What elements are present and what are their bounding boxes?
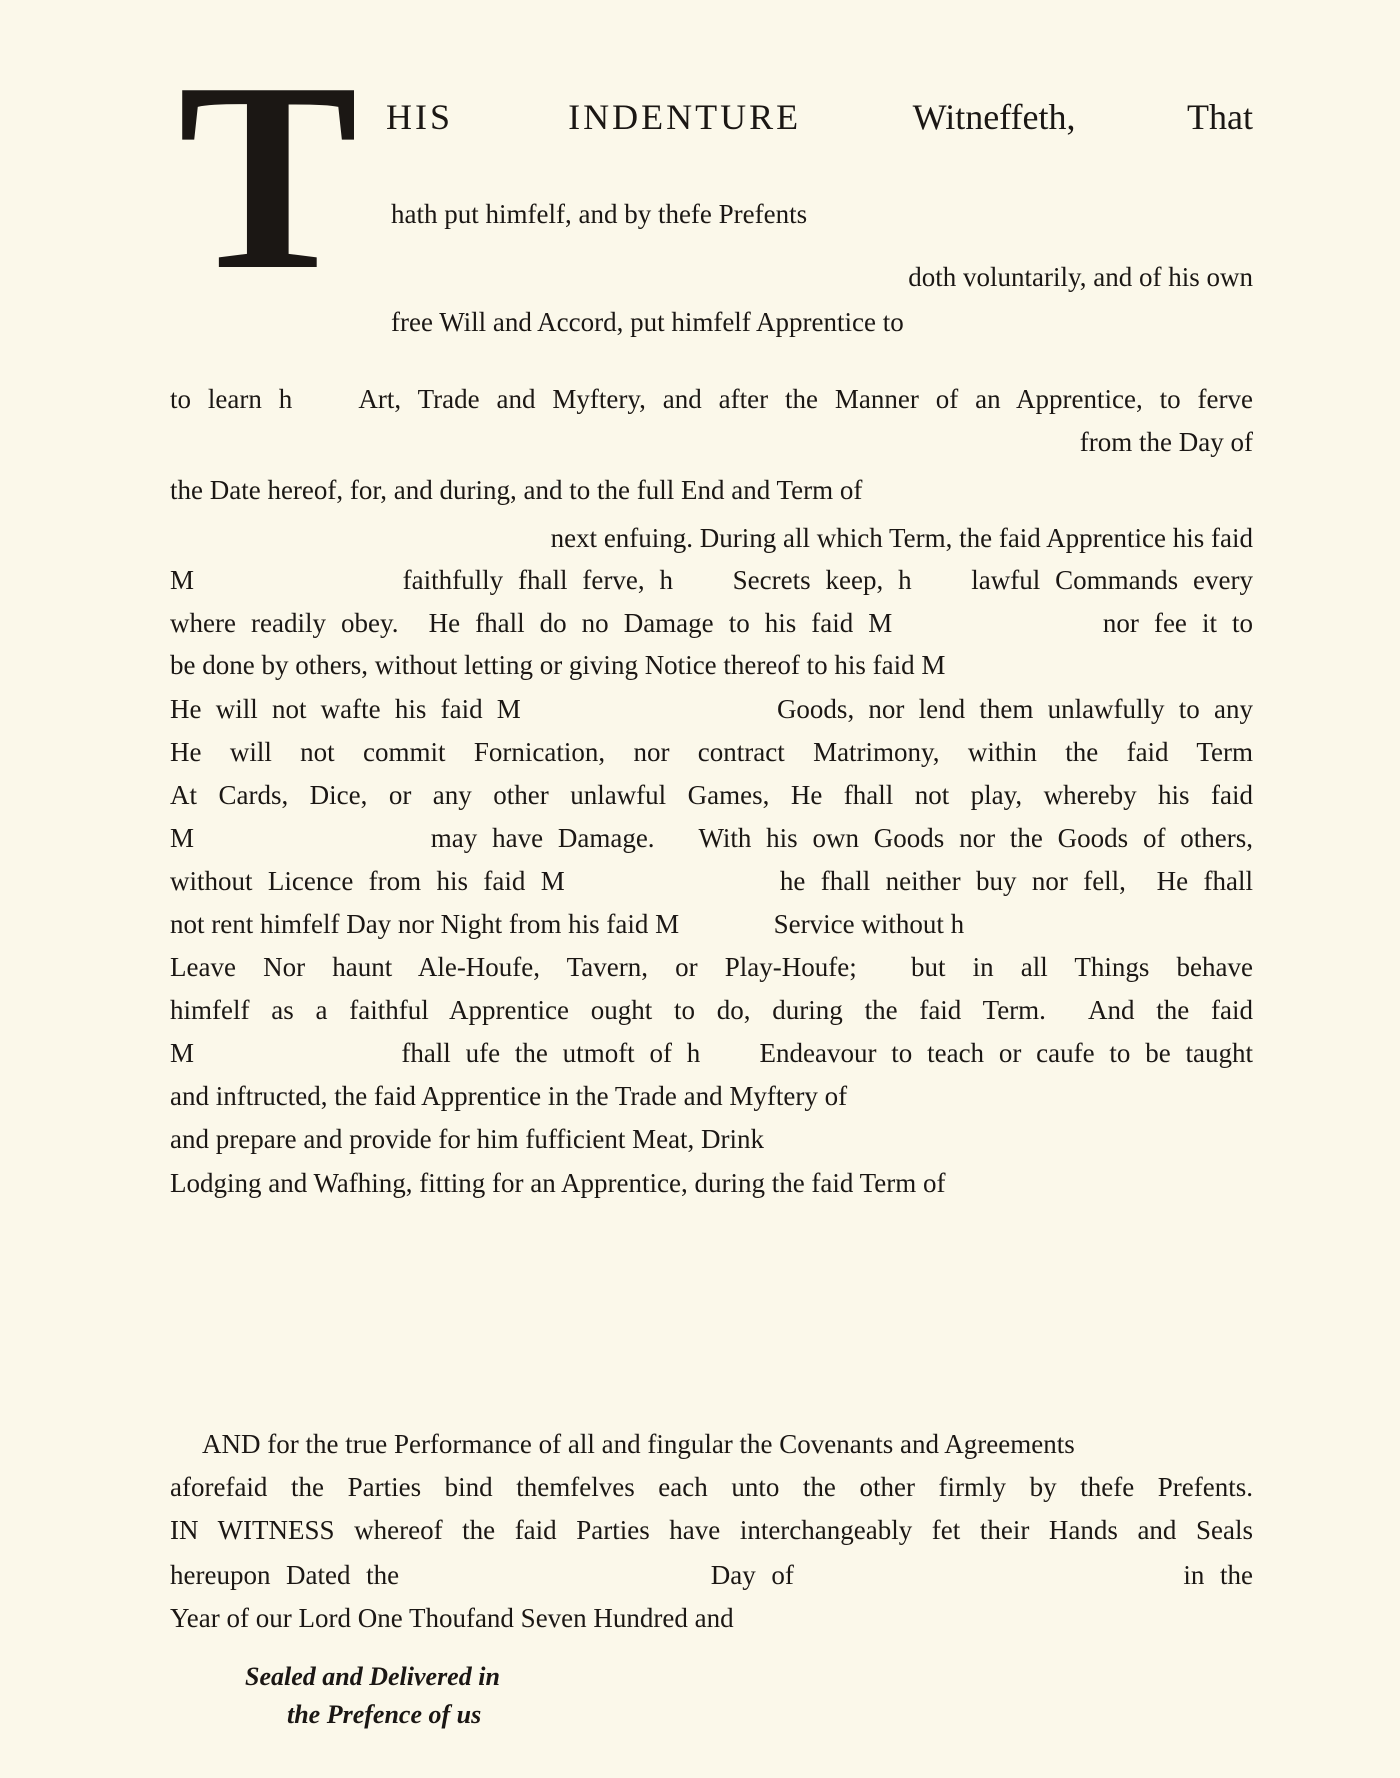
document-title <box>386 95 1253 139</box>
title-indenture: HIS INDENTURE <box>386 97 802 137</box>
text-line: free Will and Accord, put himfelf Apprentice to <box>391 307 904 337</box>
text-line: Lodging and Wafhing, fitting for an Apprentice, during the faid Term of <box>170 1168 946 1198</box>
text-line: from the Day of <box>1079 427 1253 457</box>
text-line: next enfuing. During all which Term, the faid Apprentice his faid <box>550 523 1253 553</box>
closing-line: aforefaid the Parties bind themfelves each unto the other firmly by thefe Prefents. <box>170 1472 1253 1502</box>
drop-cap-letter: T <box>178 27 355 326</box>
text-line: without Licence from his faid M he fhall neither buy nor fell, He fhall <box>170 866 1253 896</box>
text-line: to learn h Art, Trade and Myftery, and after the Manner of an Apprentice, to ferve <box>170 384 1253 414</box>
text-line: and inftructed, the faid Apprentice in the Trade and Myftery of <box>170 1081 848 1111</box>
text-line: M fhall ufe the utmoft of h Endeavour to teach or caufe to be taught <box>170 1038 1253 1068</box>
text-line: At Cards, Dice, or any other unlawful Games, He fhall not play, whereby his faid <box>170 780 1253 810</box>
title-that: That <box>1187 97 1253 137</box>
text-line: doth voluntarily, and of his own <box>908 262 1253 292</box>
sealed-line: Sealed and Delivered in <box>245 1662 500 1691</box>
text-line: the Date hereof, for, and during, and to the full End and Term of <box>170 475 863 505</box>
text-line: not rent himfelf Day nor Night from his faid M Service without h <box>170 909 965 939</box>
closing-line: Year of our Lord One Thoufand Seven Hundred and <box>170 1603 734 1633</box>
text-line: be done by others, without letting or giving Notice thereof to his faid M <box>170 650 946 680</box>
closing-line: hereupon Dated the Day of in the <box>170 1560 1253 1590</box>
title-witnesseth: Witneffeth, <box>912 97 1076 137</box>
text-line: M faithfully fhall ferve, h Secrets keep, h lawful Commands every <box>170 565 1253 595</box>
text-line: He will not wafte his faid M Goods, nor lend them unlawfully to any <box>170 694 1253 724</box>
text-line: M may have Damage. With his own Goods nor the Goods of others, <box>170 823 1253 853</box>
sealed-line: the Prefence of us <box>287 1700 482 1729</box>
text-line: He will not commit Fornication, nor contract Matrimony, within the faid Term <box>170 737 1253 767</box>
closing-line: AND for the true Performance of all and fingular the Covenants and Agreements <box>202 1429 1075 1459</box>
text-line: and prepare and provide for him fufficient Meat, Drink <box>170 1124 765 1154</box>
text-line: hath put himfelf, and by thefe Prefents <box>391 199 808 229</box>
text-line: Leave Nor haunt Ale-Houfe, Tavern, or Play-Houfe; but in all Things behave <box>170 952 1253 982</box>
text-line: where readily obey. He fhall do no Damage to his faid M nor fee it to <box>170 608 1253 638</box>
closing-line: IN WITNESS whereof the faid Parties have interchangeably fet their Hands and Seals <box>170 1515 1253 1545</box>
text-line: himfelf as a faithful Apprentice ought to do, during the faid Term. And the faid <box>170 995 1253 1025</box>
